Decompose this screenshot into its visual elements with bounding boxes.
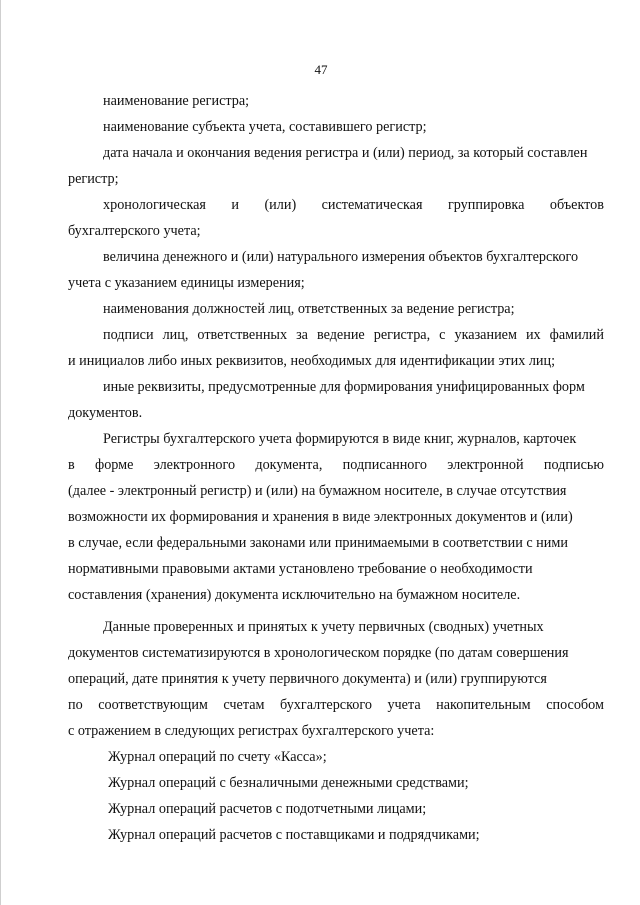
text-line: дата начала и окончания ведения регистра и (или) период, за который составлен	[103, 145, 588, 161]
text-line: Журнал операций по счету «Касса»;	[108, 749, 327, 765]
text-line-justified	[68, 192, 604, 218]
word: регистра,	[373, 327, 431, 343]
text-line-justified	[68, 692, 604, 718]
text-line: Данные проверенных и принятых к учету первичных (сводных) учетных	[103, 619, 544, 635]
text-line: иные реквизиты, предусмотренные для формирования унифицированных форм	[103, 379, 585, 395]
word: объектов	[549, 197, 604, 213]
page-number: 47	[314, 62, 328, 77]
word: ведение	[316, 327, 365, 343]
word: хронологическая	[103, 197, 206, 213]
word: накопительным	[436, 697, 531, 713]
text-line: Регистры бухгалтерского учета формируются в виде книг, журналов, карточек	[103, 431, 577, 447]
text-line: наименования должностей лиц, ответственных за ведение регистра;	[103, 301, 515, 317]
text-line: нормативными правовыми актами установлено требование о необходимости	[68, 561, 533, 577]
word: бухгалтерского	[280, 697, 372, 713]
word: электронной	[447, 457, 524, 473]
text-line: Журнал операций расчетов с поставщиками и подрядчиками;	[108, 827, 480, 843]
word: группировка	[447, 197, 525, 213]
word: ответственных	[197, 327, 288, 343]
word: с	[439, 327, 446, 343]
word: подписанного	[342, 457, 427, 473]
word: в	[68, 457, 75, 473]
text-line: составления (хранения) документа исключительно на бумажном носителе.	[68, 587, 521, 603]
word: счетам	[223, 697, 265, 713]
text-line: бухгалтерского учета;	[68, 223, 201, 239]
word: указанием	[454, 327, 517, 343]
word: по	[68, 697, 83, 713]
text-line: Журнал операций с безналичными денежными средствами;	[108, 775, 469, 791]
word: (или)	[264, 197, 297, 213]
text-line: наименование регистра;	[103, 93, 250, 109]
text-line: и инициалов либо иных реквизитов, необходимых для идентификации этих лиц;	[68, 353, 556, 369]
text-line-justified	[68, 452, 604, 478]
word: за	[296, 327, 308, 343]
text-line: документов систематизируются в хронологическом порядке (по датам совершения	[68, 645, 569, 661]
word: соответствующим	[98, 697, 208, 713]
word: подписью	[543, 457, 604, 473]
text-line: в случае, если федеральными законами или принимаемыми в соответствии с ними	[68, 535, 568, 551]
text-line: (далее - электронный регистр) и (или) на бумажном носителе, в случае отсутствия	[68, 483, 567, 499]
word: фамилий	[549, 327, 604, 343]
text-line-justified	[68, 322, 604, 348]
word: систематическая	[321, 197, 423, 213]
word: и	[231, 197, 239, 213]
word: учета	[387, 697, 421, 713]
text-line: наименование субъекта учета, составившего регистр;	[103, 119, 427, 135]
text-line: операций, дате принятия к учету первичного документа) и (или) группируются	[68, 671, 547, 687]
text-line: учета с указанием единицы измерения;	[68, 275, 305, 291]
text-line: возможности их формирования и хранения в виде электронных документов и (или)	[68, 509, 573, 525]
word: электронного	[153, 457, 236, 473]
word: форме	[95, 457, 134, 473]
text-line: величина денежного и (или) натурального измерения объектов бухгалтерского	[103, 249, 579, 265]
word: способом	[546, 697, 604, 713]
text-line: документов.	[68, 405, 143, 421]
word: лиц,	[162, 327, 189, 343]
document-body	[68, 88, 604, 848]
text-line: Журнал операций расчетов с подотчетными лицами;	[108, 801, 427, 817]
word: их	[525, 327, 541, 343]
text-line: с отражением в следующих регистрах бухгалтерского учета:	[68, 723, 435, 739]
text-line: регистр;	[68, 171, 119, 187]
word: документа,	[255, 457, 323, 473]
word: подписи	[103, 327, 154, 343]
